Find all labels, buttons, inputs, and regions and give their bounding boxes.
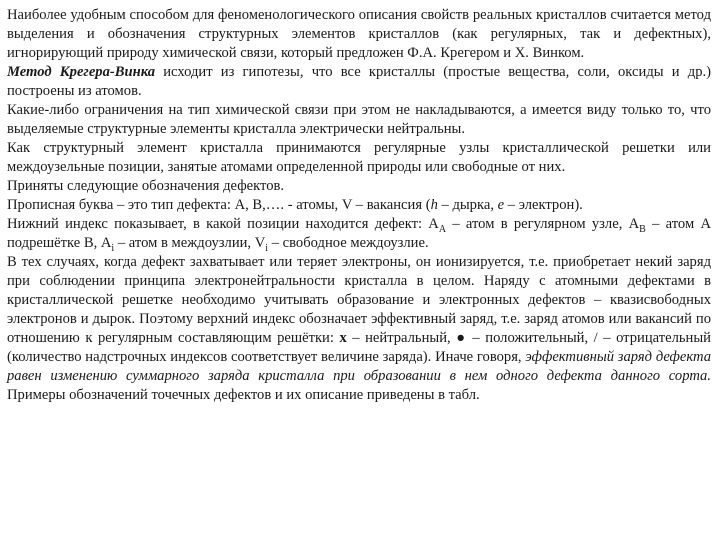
paragraph-effective-charge (7, 253, 711, 405)
text-fragment: – свободное междоузлие. (268, 235, 429, 251)
text-fragment: – отрицательный (количество надстрочных индексов соответствует величине заряда). Иначе говоря, (7, 330, 711, 365)
text-fragment: – положительный, (466, 330, 594, 346)
symbol-electron: е (497, 197, 505, 213)
method-description: исходит из гипотезы, что все кристаллы (простые вещества, соли, оксиды и др.) построены из атомов. (7, 64, 711, 99)
text-fragment: Примеры обозначений точечных дефектов и их описание приведены в табл. (7, 387, 480, 403)
subscript: i (111, 242, 115, 254)
symbol-hole: h (430, 197, 438, 213)
subscript: i (265, 242, 269, 254)
text-fragment: Прописная буква – это тип дефекта: А, В,…. - атомы, V – вакансия ( (7, 197, 431, 213)
text-fragment: – атом в регулярном узле, А (446, 216, 640, 232)
subscript: В (639, 223, 646, 235)
subscript: А (438, 223, 447, 235)
text-fragment: – дырка, (437, 197, 498, 213)
text-fragment: – атом в междоузлии, V (114, 235, 266, 251)
text-fragment: Нижний индекс показывает, в какой позиции находится дефект: А (7, 216, 439, 232)
paragraph-structural-element: Как структурный элемент кристалла принимаются регулярные узлы кристаллической решетки или междоузельные позиции, занятые атомами определенной природы или свободные от них. (7, 140, 711, 175)
paragraph-capital-letter (7, 196, 711, 215)
symbol-positive: ● (456, 330, 467, 346)
text-fragment: – электрон). (504, 197, 583, 213)
method-name: Метод Крегера-Винка (7, 64, 156, 80)
paragraph-subscript-index (7, 215, 711, 253)
symbol-neutral: х (339, 330, 347, 346)
text-fragment: В тех случаях, когда дефект захватывает или теряет электроны, он ионизируется, т.е. приобретает некий заряд при соблюдении принципа электронейтральности кристалла в целом. Наряду с атомными дефектами в кристаллической решетке необходимо учитывать образование и электронных дефектов – квазисвободных электронов и дырок. Поэтому верхний индекс обозначает эффективный заряд, т.е. заряд атомов или вакансий по отношению к регулярным составляющим решётки: (7, 254, 711, 346)
symbol-negative: / (593, 330, 598, 346)
emphasized-definition: эффективный заряд дефекта равен изменению суммарного заряда кристалла при образовании в нем одного дефекта данного сорта. (7, 349, 711, 384)
text-fragment: – атом А подрешётке В, А (7, 216, 711, 251)
document-body (7, 6, 711, 405)
text-fragment: – нейтральный, (346, 330, 457, 346)
paragraph-notation-heading: Приняты следующие обозначения дефектов. (7, 178, 285, 194)
paragraph-intro: Наиболее удобным способом для феноменологического описания свойств реальных кристаллов считается метод выделения и обозначения структурных элементов кристаллов (как регулярных, так и дефектных), игнорирующий природу химической связи, который предложен Ф.А. Крегером и Х. Винком. (7, 7, 711, 61)
paragraph-method (7, 63, 711, 101)
paragraph-bond-restrictions: Какие-либо ограничения на тип химической связи при этом не накладываются, а имеется виду только то, что выделяемые структурные элементы кристалла электрически нейтральны. (7, 102, 711, 137)
